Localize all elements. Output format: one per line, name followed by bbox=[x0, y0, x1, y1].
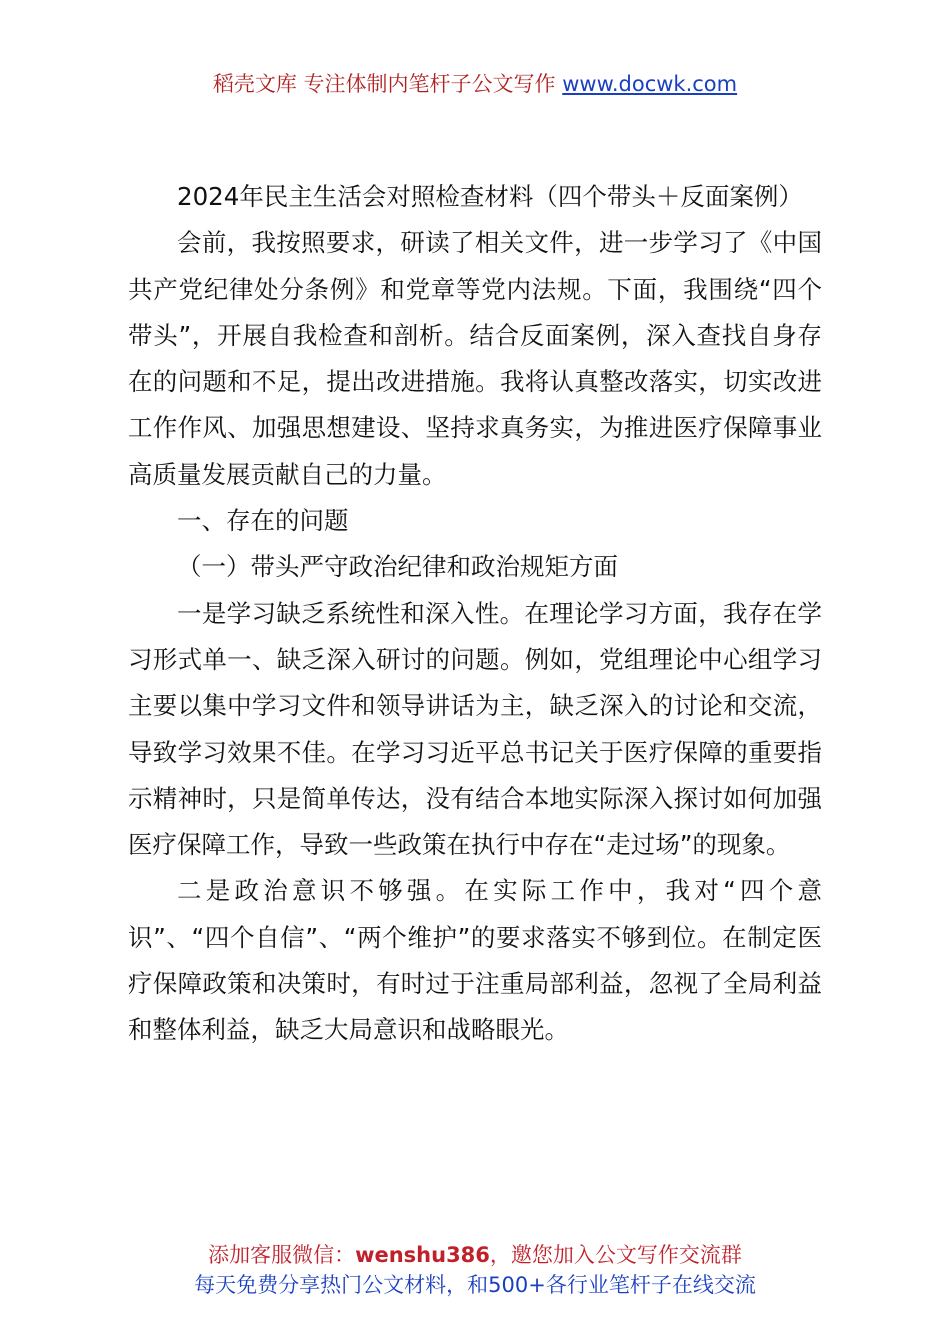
paragraph-point-2: 二是政治意识不够强。在实际工作中，我对“四个意识”、“四个自信”、“两个维护”的要求落实不够到位。在制定医疗保障政策和决策时，有时过于注重局部利益，忽视了全局利益和整体利益，缺乏大局意识和战略眼光。 bbox=[128, 876, 822, 1045]
paragraph-intro: 会前，我按照要求，研读了相关文件，进一步学习了《中国共产党纪律处分条例》和党章等党内法规。下面，我围绕“四个带头”，开展自我检查和剖析。结合反面案例，深入查找自身存在的问题和不足，提出改进措施。我将认真整改落实，切实改进工作作风、加强思想建设、坚持求真务实，为推进医疗保障事业高质量发展贡献自己的力量。 bbox=[128, 228, 822, 489]
footer-contact-prefix: 添加客服微信： bbox=[208, 1243, 356, 1267]
header-url-link[interactable]: www.docwk.com bbox=[562, 72, 738, 96]
header-brand: 稻壳文库 专注体制内笔杆子公文写作 bbox=[212, 72, 556, 96]
page-header bbox=[0, 70, 950, 98]
footer-contact bbox=[0, 1240, 950, 1270]
document-body bbox=[128, 174, 822, 1054]
footer-contact-suffix: ，邀您加入公文写作交流群 bbox=[489, 1243, 742, 1267]
footer-wechat-id: wenshu386 bbox=[355, 1243, 490, 1267]
footer-promo: 每天免费分享热门公文材料，和500+各行业笔杆子在线交流 bbox=[194, 1273, 756, 1297]
document-title: 2024年民主生活会对照检查材料（四个带头＋反面案例） bbox=[177, 182, 803, 211]
subsection-heading: （一）带头严守政治纪律和政治规矩方面 bbox=[177, 552, 618, 582]
paragraph-point-1: 一是学习缺乏系统性和深入性。在理论学习方面，我存在学习形式单一、缺乏深入研讨的问题。例如，党组理论中心组学习主要以集中学习文件和领导讲话为主，缺乏深入的讨论和交流，导致学习效果不佳。在学习习近平总书记关于医疗保障的重要指示精神时，只是简单传达，没有结合本地实际深入探讨如何加强医疗保障工作，导致一些政策在执行中存在“走过场”的现象。 bbox=[128, 598, 822, 860]
section-heading: 一、存在的问题 bbox=[177, 506, 349, 536]
